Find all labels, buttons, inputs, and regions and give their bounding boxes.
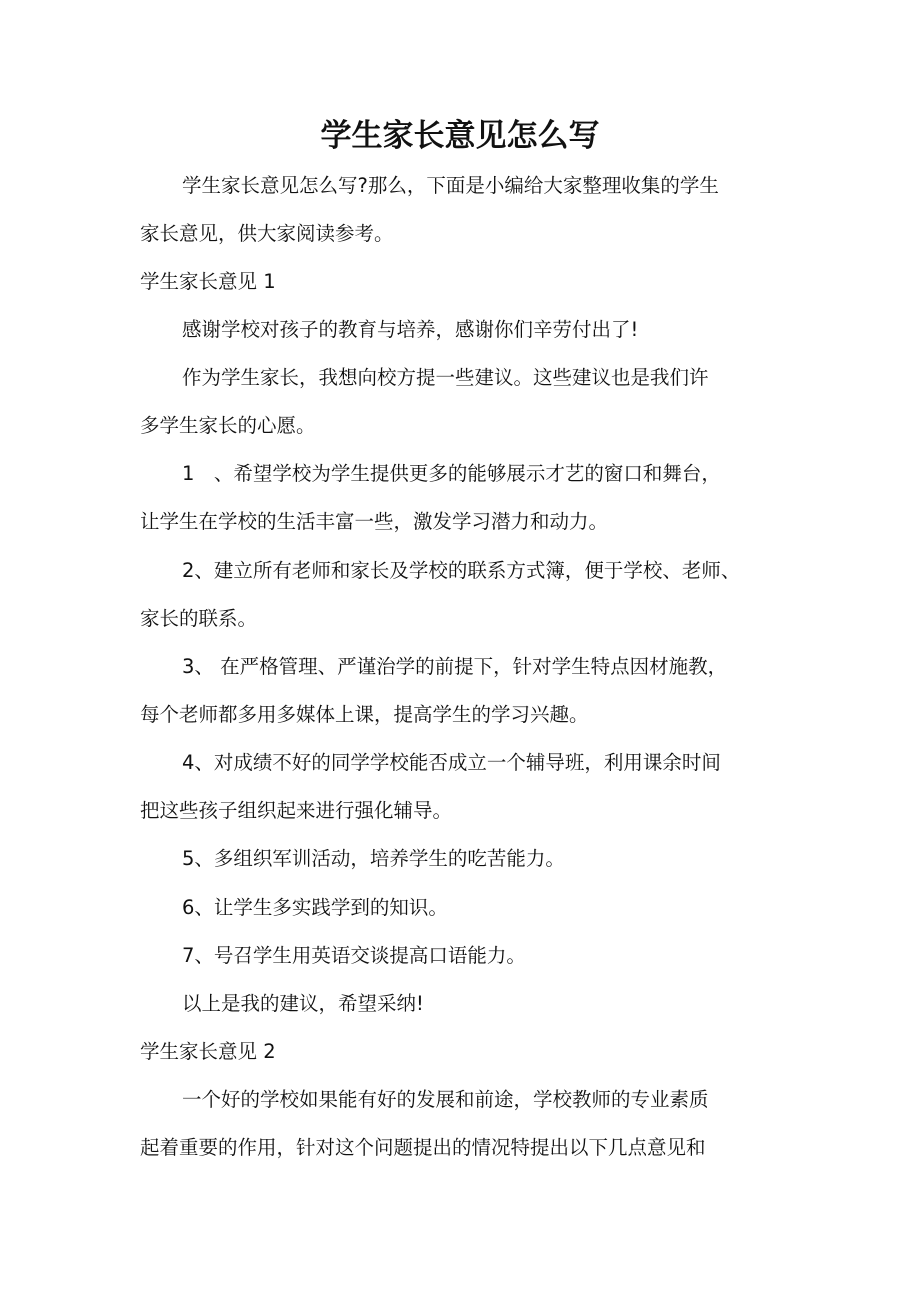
suggestion-3-line-1: 3、 在严格管理、严谨治学的前提下，针对学生特点因材施教， [182,655,728,678]
suggestion-1-line-2: 让学生在学校的生活丰富一些，激发学习潜力和动力。 [140,510,609,533]
suggestion-4-line-2: 把这些孩子组织起来进行强化辅导。 [140,799,453,822]
closing-line: 以上是我的建议，希望采纳! [182,992,424,1015]
section-2-heading: 学生家长意见 2 [140,1040,276,1063]
intro-line-1: 学生家长意见怎么写?那么，下面是小编给大家整理收集的学生 [182,174,719,197]
suggestion-1-line-1: 1 、希望学校为学生提供更多的能够展示才艺的窗口和舞台， [182,462,721,485]
preface-line-2: 多学生家长的心愿。 [140,414,316,437]
suggestion-7: 7、号召学生用英语交谈提高口语能力。 [182,944,526,967]
suggestion-3-line-2: 每个老师都多用多媒体上课，提高学生的学习兴趣。 [140,703,589,726]
intro-line-2: 家长意见，供大家阅读参考。 [140,222,394,245]
suggestion-6: 6、让学生多实践学到的知识。 [182,896,448,919]
section-2-para-line-2: 起着重要的作用，针对这个问题提出的情况特提出以下几点意见和 [140,1136,706,1159]
suggestion-5: 5、多组织军训活动，培养学生的吃苦能力。 [182,847,565,870]
section-2-para-line-1: 一个好的学校如果能有好的发展和前途，学校教师的专业素质 [182,1088,709,1111]
suggestion-2-line-2: 家长的联系。 [140,607,258,630]
suggestion-4-line-1: 4、对成绩不好的同学学校能否成立一个辅导班，利用课余时间 [182,751,721,774]
page-title: 学生家长意见怎么写 [320,118,600,154]
section-1-heading: 学生家长意见 1 [140,270,276,293]
thanks-line: 感谢学校对孩子的教育与培养，感谢你们辛劳付出了! [182,318,639,341]
suggestion-2-line-1: 2、建立所有老师和家长及学校的联系方式簿，便于学校、老师、 [182,559,741,582]
preface-line-1: 作为学生家长，我想向校方提一些建议。这些建议也是我们许 [182,366,709,389]
